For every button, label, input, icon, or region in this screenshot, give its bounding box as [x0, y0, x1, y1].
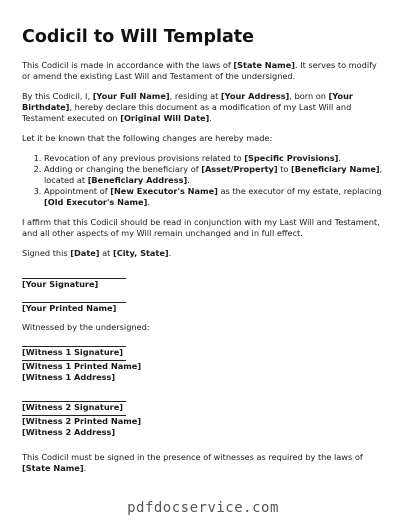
new-executor-field: [New Executor's Name]: [110, 186, 218, 196]
change-3-text-1: Appointment of: [44, 186, 111, 196]
state-name-field: [State Name]: [233, 60, 295, 70]
closing-paragraph: [22, 452, 386, 474]
specific-provisions-field: [Specific Provisions]: [244, 153, 339, 163]
closing-text-2: .: [83, 463, 87, 473]
list-item: [44, 164, 386, 186]
change-3-text-2: as the executor of my estate, replacing: [217, 186, 382, 196]
beneficiary-name-field: [Beneficiary Name]: [291, 164, 380, 174]
your-printed-name-block: [22, 302, 386, 314]
change-1-text-2: .: [338, 153, 341, 163]
old-executor-field: [Old Executor's Name]: [44, 197, 148, 207]
declaration-text-1: By this Codicil, I,: [22, 91, 93, 101]
closing-state-name-field: [State Name]: [22, 463, 84, 473]
signed-text-3: .: [168, 248, 172, 258]
birthdate-field: [Your Birthdate]: [22, 91, 353, 112]
witness-1-signature-label: [Witness 1 Signature]: [22, 347, 124, 357]
witness-1-block: [22, 346, 386, 383]
witness-2-address-label: [Witness 2 Address]: [22, 427, 116, 437]
city-state-field: [City, State]: [112, 248, 169, 258]
full-name-field: [Your Full Name]: [92, 91, 170, 101]
change-1-text-1: Revocation of any previous provisions related to: [44, 153, 245, 163]
declaration-text-5: .: [209, 113, 212, 123]
witnessed-text: Witnessed by the undersigned:: [22, 322, 150, 332]
changes-list: [22, 153, 386, 208]
declaration-text-3: , born on: [289, 91, 329, 101]
change-2-text-3: , located at: [44, 164, 383, 185]
list-item: [44, 186, 386, 208]
witness-2-printed-name-label: [Witness 2 Printed Name]: [22, 416, 142, 426]
document-title: Codicil to Will Template: [22, 27, 255, 47]
watermark-text: pdfdocservice.com: [127, 500, 279, 516]
declaration-paragraph: [22, 91, 386, 124]
witness-1-printed-name-label: [Witness 1 Printed Name]: [22, 361, 142, 371]
signed-text-2: at: [99, 248, 113, 258]
your-signature-label: [Your Signature]: [22, 279, 99, 289]
list-item: [44, 153, 386, 164]
signed-line: [22, 248, 386, 259]
changes-intro: Let it be known that the following changes are hereby made:: [22, 133, 273, 143]
intro-text-1: This Codicil is made in accordance with the laws of: [22, 60, 234, 70]
change-3-text-3: .: [147, 197, 150, 207]
witness-2-block: [22, 401, 386, 438]
declaration-text-2: , residing at: [169, 91, 221, 101]
signed-text-1: Signed this: [22, 248, 71, 258]
asset-property-field: [Asset/Property]: [201, 164, 278, 174]
original-will-date-field: [Original Will Date]: [120, 113, 210, 123]
address-field: [Your Address]: [220, 91, 290, 101]
your-signature-block: [22, 278, 386, 290]
document-page: [22, 26, 386, 483]
declaration-text-4: , hereby declare this document as a modification of my Last Will and Testament executed on: [22, 102, 352, 123]
beneficiary-address-field: [Beneficiary Address]: [87, 175, 188, 185]
your-printed-name-label: [Your Printed Name]: [22, 303, 117, 313]
witness-2-signature-label: [Witness 2 Signature]: [22, 402, 124, 412]
affirmation-paragraph: I affirm that this Codicil should be read in conjunction with my Last Will and Testament, and all other aspects of my Will remain unchanged and in full effect.: [22, 217, 380, 238]
date-field: [Date]: [70, 248, 100, 258]
change-2-text-1: Adding or changing the beneficiary of: [44, 164, 202, 174]
change-2-text-4: .: [187, 175, 190, 185]
change-2-text-2: to: [277, 164, 292, 174]
witness-1-address-label: [Witness 1 Address]: [22, 372, 116, 382]
closing-text-1: This Codicil must be signed in the presence of witnesses as required by the laws of: [22, 452, 363, 462]
intro-text-2: . It serves to modify or amend the existing Last Will and Testament of the undersigned.: [22, 60, 377, 81]
intro-paragraph: [22, 60, 386, 82]
